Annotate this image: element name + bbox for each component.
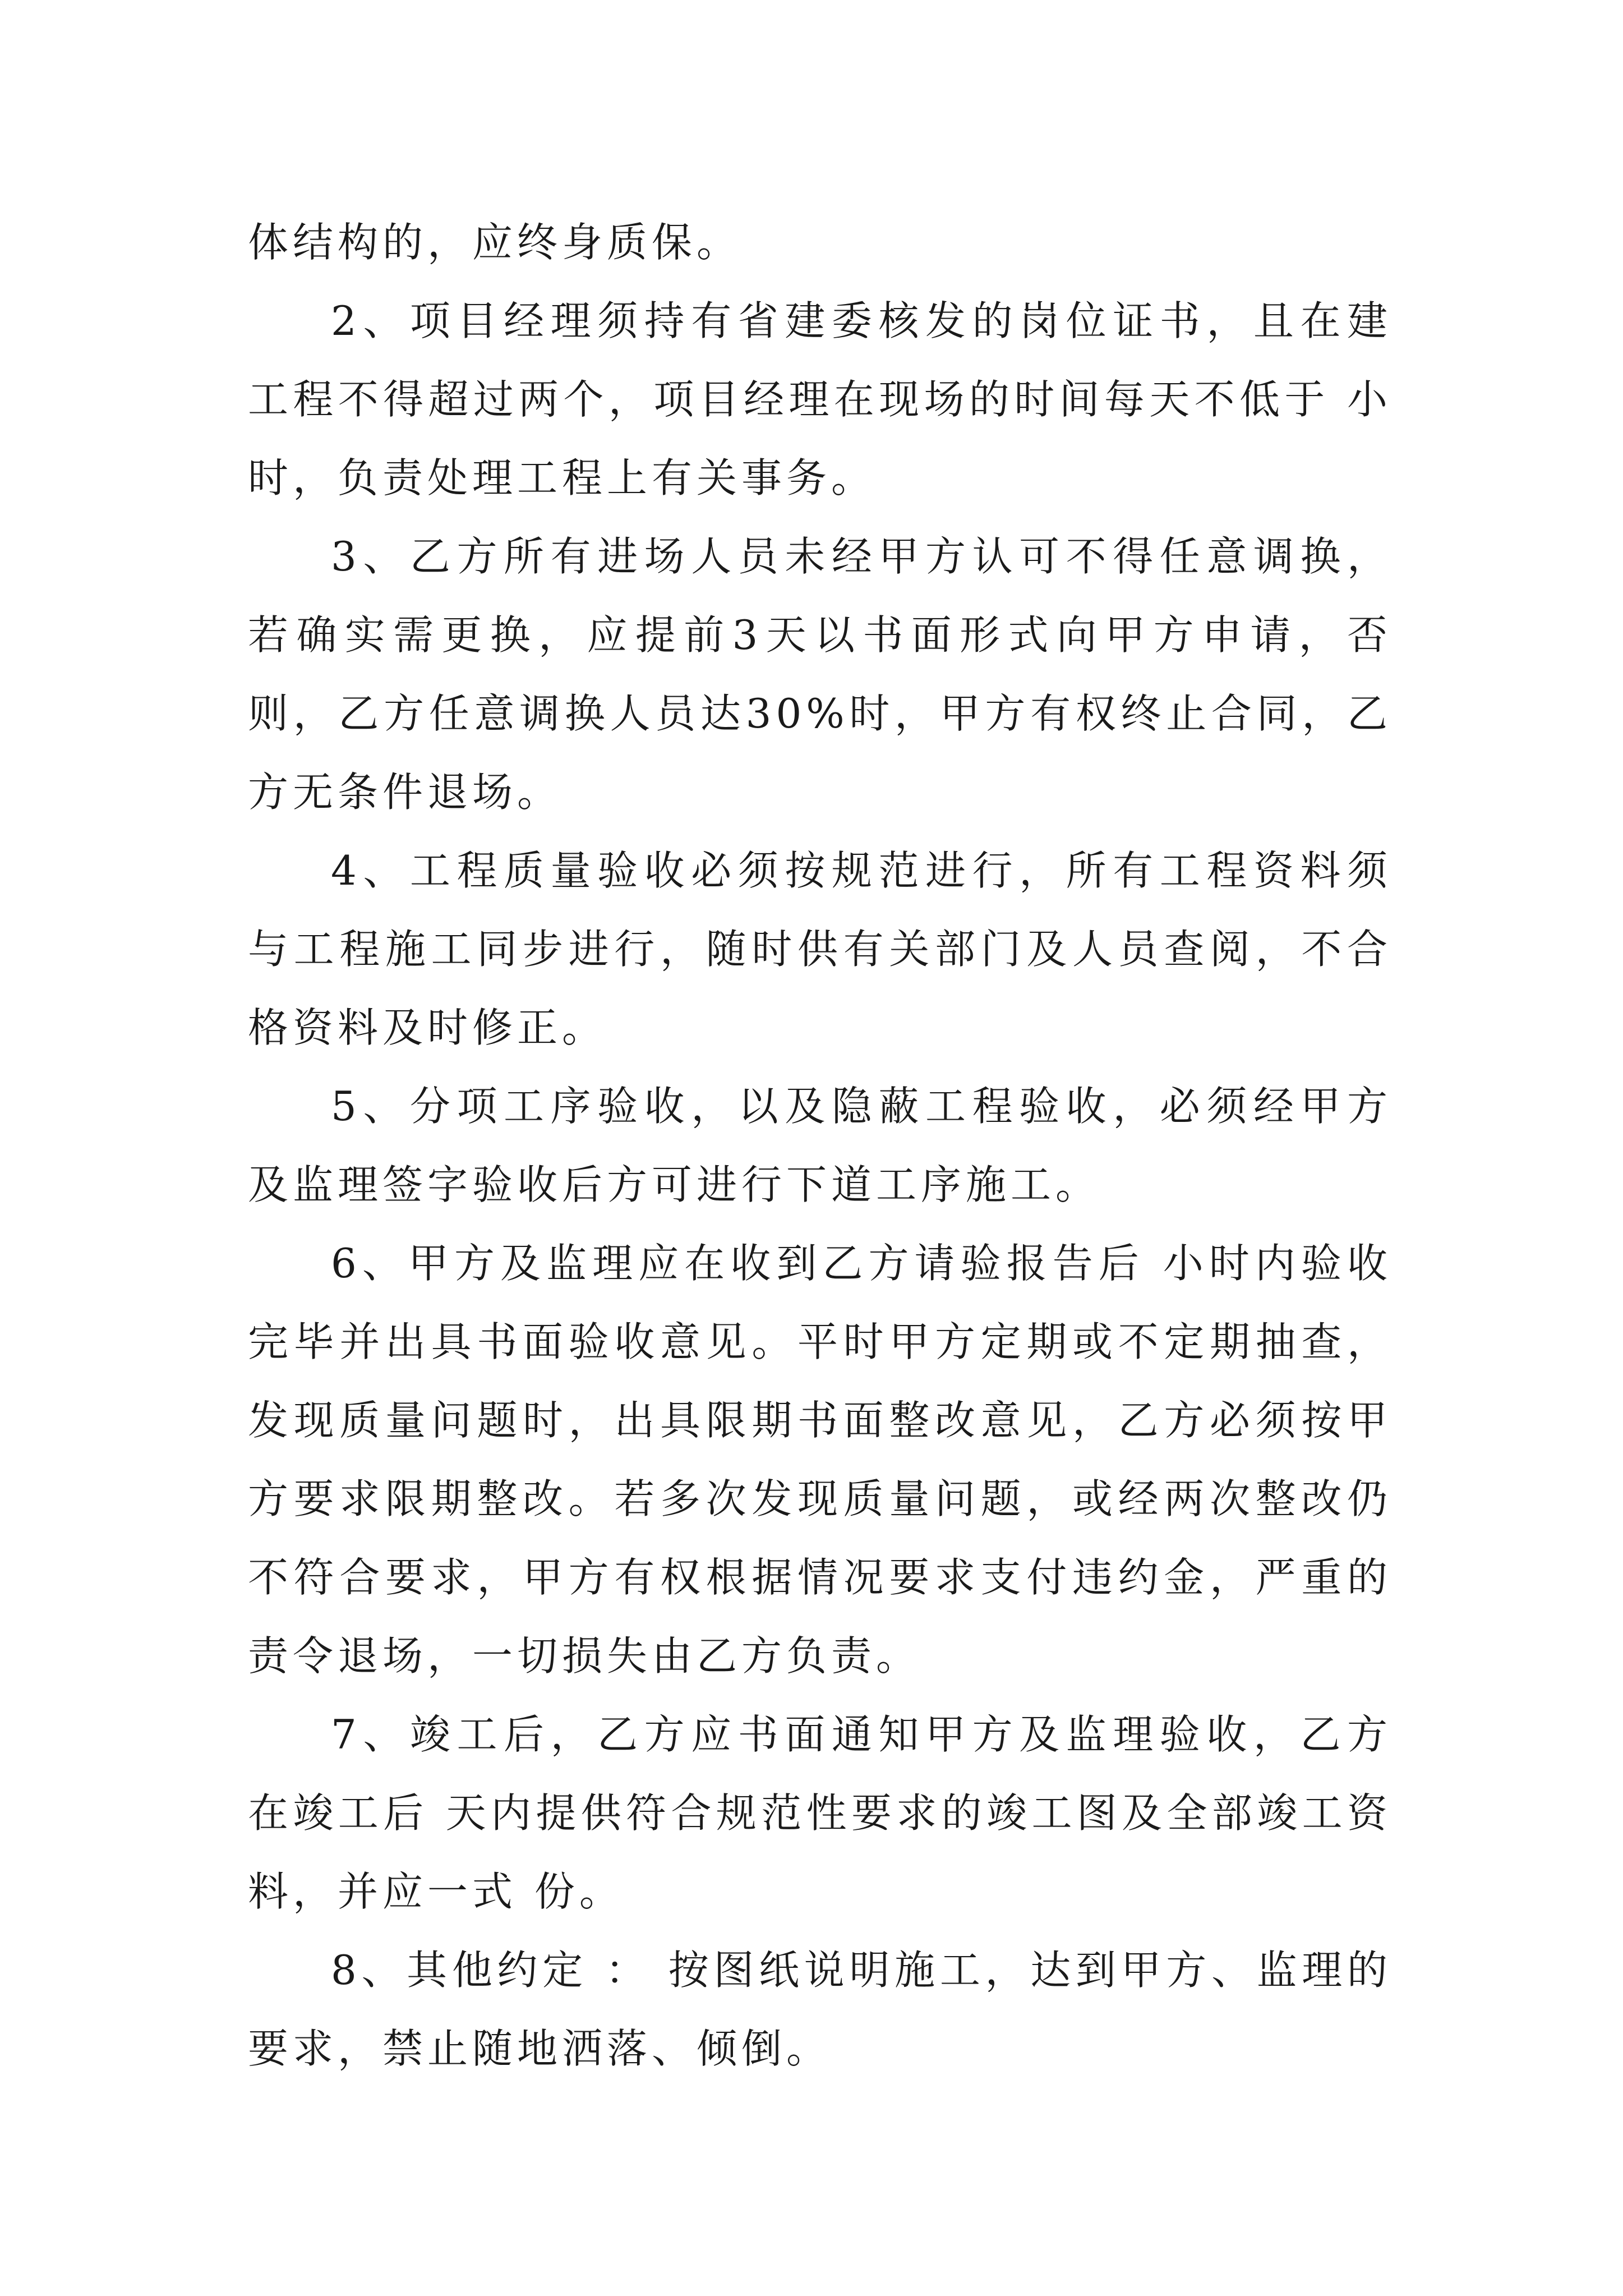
document-body	[248, 203, 1392, 2088]
paragraph-clause-7: 7、竣工后，乙方应书面通知甲方及监理验收，乙方在竣工后 天内提供符合规范性要求的竣工图及全部竣工资料，并应一式 份。	[248, 1711, 1392, 1915]
paragraph-clause-6: 6、甲方及监理应在收到乙方请验报告后 小时内验收完毕并出具书面验收意见。平时甲方定期或不定期抽查，发现质量问题时，出具限期书面整改意见，乙方必须按甲方要求限期整改。若多次发现质量问题，或经两次整改仍不符合要求，甲方有权根据情况要求支付违约金，严重的责令退场，一切损失由乙方负责。	[248, 1240, 1392, 1680]
paragraph-continuation: 体结构的，应终身质保。	[248, 219, 742, 266]
paragraph-clause-2: 2、项目经理须持有省建委核发的岗位证书，且在建工程不得超过两个，项目经理在现场的时间每天不低于 小时，负责处理工程上有关事务。	[248, 297, 1392, 501]
paragraph-clause-3: 3、乙方所有进场人员未经甲方认可不得任意调换，若确实需更换，应提前3天以书面形式向甲方申请，否则，乙方任意调换人员达30%时，甲方有权终止合同，乙方无条件退场。	[248, 533, 1392, 816]
paragraph-clause-4: 4、工程质量验收必须按规范进行，所有工程资料须与工程施工同步进行，随时供有关部门及人员查阅，不合格资料及时修正。	[248, 847, 1392, 1051]
paragraph-clause-8: 8、其他约定 ： 按图纸说明施工，达到甲方、监理的要求，禁止随地洒落、倾倒。	[248, 1947, 1392, 2072]
paragraph-clause-5: 5、分项工序验收，以及隐蔽工程验收，必须经甲方及监理签字验收后方可进行下道工序施工。	[248, 1083, 1392, 1208]
